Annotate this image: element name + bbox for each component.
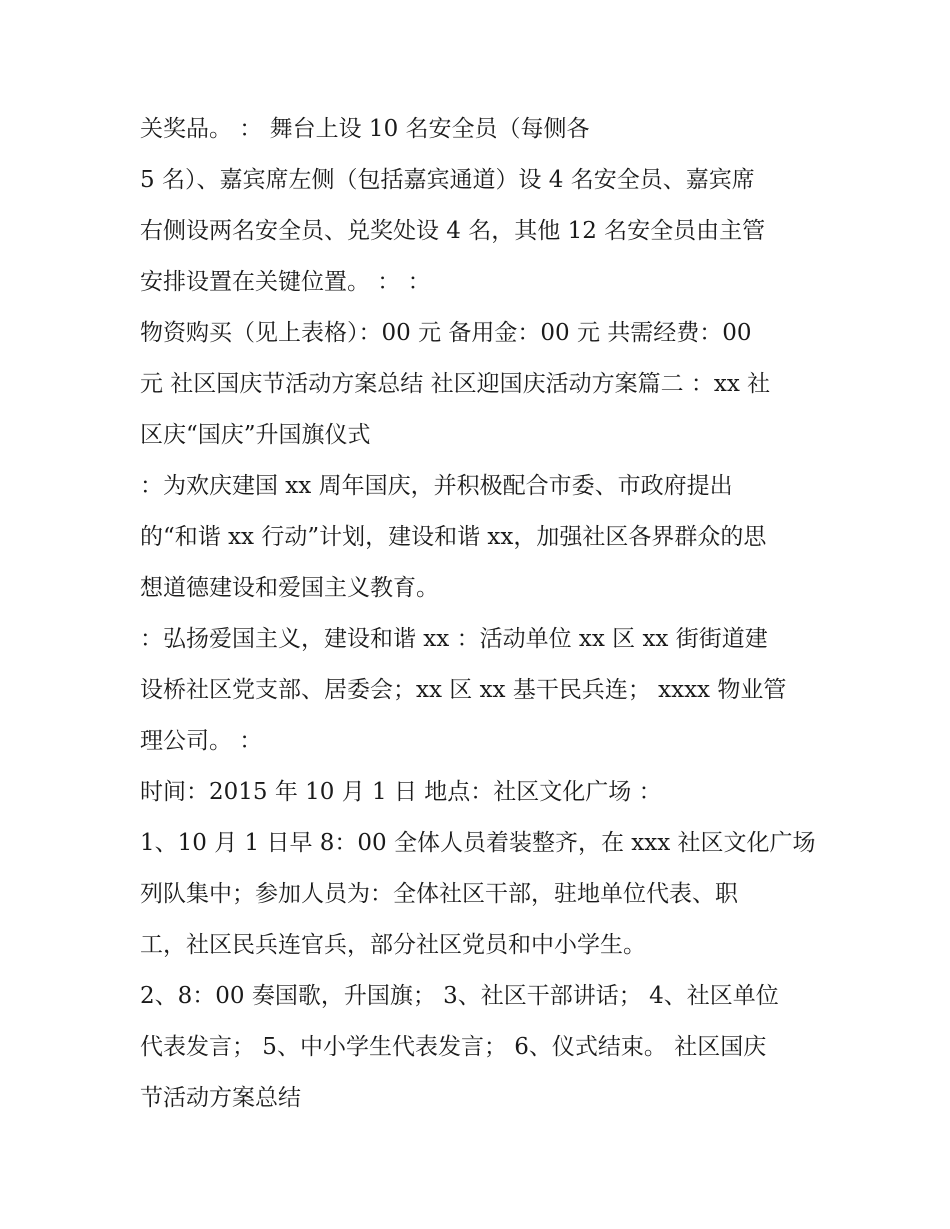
text-line-17: 工，社区民兵连官兵，部分社区党员和中小学生。 [140,932,646,958]
text-line-16: 列队集中；参加人员为：全体社区干部，驻地单位代表、职 [140,881,738,907]
text-line-14: 时间：2015 年 10 月 1 日 地点：社区文化广场 ： [140,779,662,805]
text-line-11: ：弘扬爱国主义，建设和谐 xx ：活动单位 xx 区 xx 街街道建 [140,626,768,652]
text-line-18: 2、8：00 奏国歌，升国旗； 3、社区干部讲话； 4、社区单位 [140,983,779,1009]
text-line-20: 节活动方案总结 [140,1085,301,1111]
text-line-19: 代表发言； 5、中小学生代表发言； 6、仪式结束。 社区国庆 [140,1034,767,1060]
text-line-3: 右侧设两名安全员、兑奖处设 4 名，其他 12 名安全员由主管 [140,218,766,244]
text-line-5: 物资购买（见上表格）：00 元 备用金：00 元 共需经费：00 [140,320,752,346]
text-line-2: 5 名）、嘉宾席左侧（包括嘉宾通道）设 4 名安全员、嘉宾席 [140,167,755,193]
text-line-1: 关奖品。 ： 舞台上设 10 名安全员（每侧各 [140,116,590,142]
text-line-4: 安排设置在关键位置。 ： ： [140,269,431,295]
document-body [140,104,820,1124]
text-line-8: ：为欢庆建国 xx 周年国庆，并积极配合市委、市政府提出 [140,473,733,499]
text-line-9: 的“和谐 xx 行动”计划，建设和谐 xx，加强社区各界群众的思 [140,524,767,550]
text-line-12: 设桥社区党支部、居委会；xx 区 xx 基干民兵连； xxxx 物业管 [140,677,787,703]
text-line-13: 理公司。 ： [140,728,263,754]
text-line-6: 元 社区国庆节活动方案总结 社区迎国庆活动方案篇二 ：xx 社 [140,371,771,397]
text-line-10: 想道德建设和爱国主义教育。 [140,575,439,601]
text-line-15: 1、10 月 1 日早 8：00 全体人员着装整齐，在 xxx 社区文化广场 [140,830,816,856]
text-line-7: 区庆“国庆”升国旗仪式 [140,422,371,448]
